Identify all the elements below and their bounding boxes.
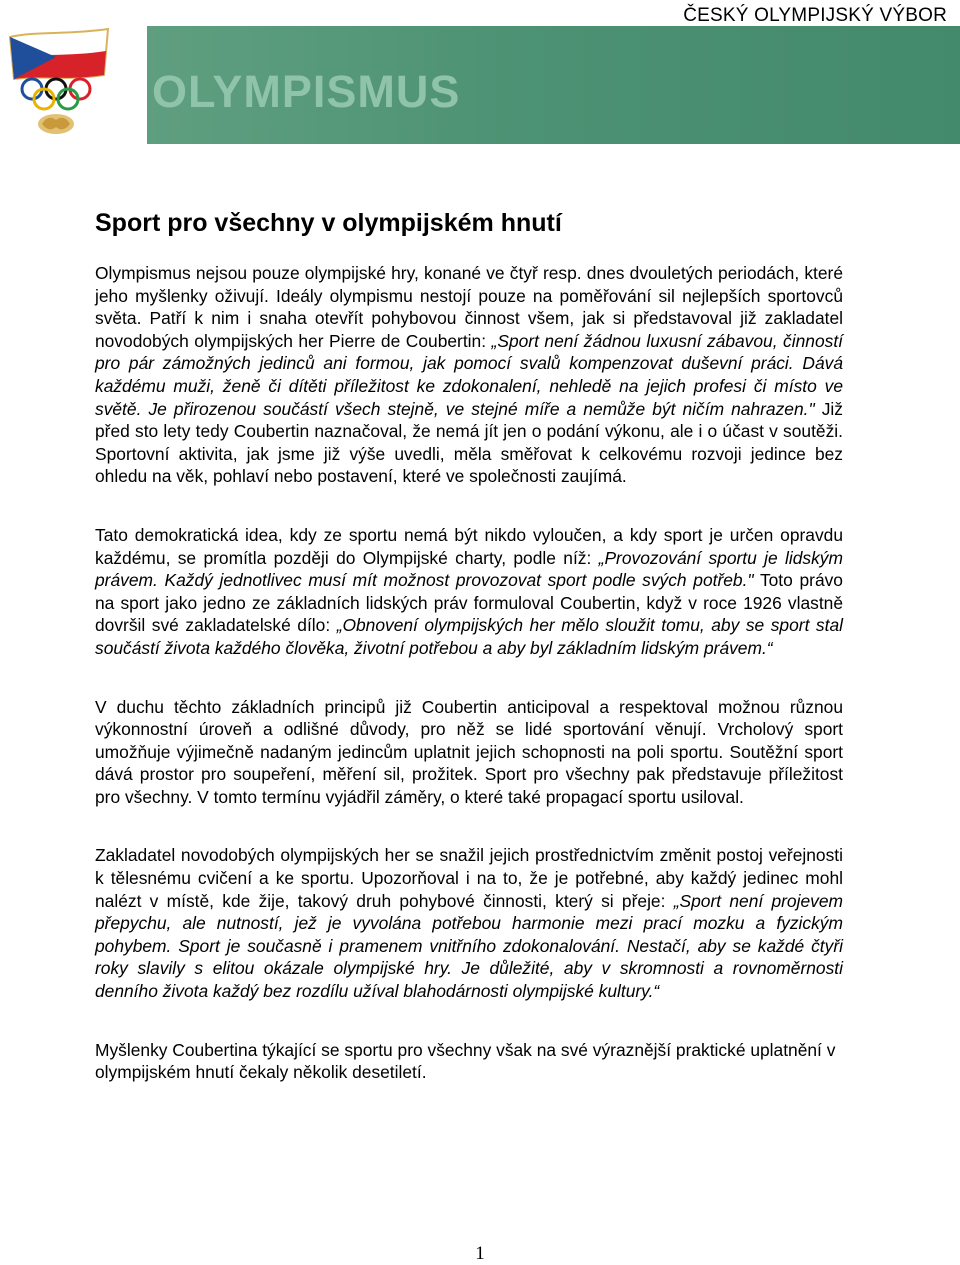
coubertin-quote-2: „Obnovení olympijských her mělo sloužit tomu, aby se sport stal součástí života každého člověka, životní potřebou a aby byl základním lidským právem.“	[95, 615, 843, 658]
paragraph-2-text-mid: Toto právo na sport jako jedno ze základních lidských práv formuloval Coubertin, když v roce 1926 vlastně dovršil své zakladatelské dílo:	[95, 570, 843, 636]
olympic-charter-quote: „Provozování sportu je lidským právem. Každý jednotlivec musí mít možnost provozovat sport podle svých potřeb."	[95, 547, 843, 591]
paragraph-3: V duchu těchto základních principů již Coubertin anticipoval a respektoval možnou různou výkonnostní úroveň a odlišné důvody, pro něž se lidé sportování věnují. Vrcholový sport umožňuje výjimečně nadaným jedincům uplatnit jejich schopnosti na poli sportu. Soutěžní sport dává prostor pro soupeření, měření sil, prožitek. Sport pro všechny pak představuje příležitost pro všechny. V tomto termínu vyjádřil záměry, o které také propagací sportu usiloval.	[95, 696, 843, 807]
paragraph-5: Myšlenky Coubertina týkající se sportu pro všechny však na své výraznější praktické uplatnění v olympijském hnutí čekaly několik desetiletí.	[95, 1039, 836, 1083]
paragraph-4-text: Zakladatel novodobých olympijských her se snažil jejich prostřednictvím změnit postoj veřejnosti k tělesnému cvičení a ke sportu. Upozorňoval i na to, že je potřebné, aby každý jedinec mohl nalézt v místě, kde žije, takový druh pohybové činnosti, který si přeje:	[95, 845, 843, 911]
banner-title: OLYMPISMUS	[152, 66, 461, 117]
paragraph-1-text: Olympismus nejsou pouze olympijské hry, konané ve čtyř resp. dnes dvouletých periodách, které jeho myšlenky oživují. Ideály olympismu nestojí pouze na poměřování sil nejlepších sportovců světa. Patří k nim i snaha otevřít pohybovou činnost všem, jak si představoval již zakladatel novodobých olympijských her Pierre de Coubertin:	[95, 263, 843, 351]
document-body	[95, 262, 843, 1084]
coubertin-quote-1: „Sport není žádnou luxusní zábavou, činností pro pár zámožných jedinců ani formou, jak pomocí svalů kompenzovat duševní práci. Dává každému muži, ženě či dítěti příležitost ke zdokonalení, nehledě na jejich profesi či místo ve světě. Je přirozenou součástí všech stejně, ve stejné míře a nemůže být ničím nahrazen."	[95, 330, 843, 419]
page-title: Sport pro všechny v olympijském hnutí	[95, 209, 562, 237]
laurel-emblem-icon	[38, 114, 74, 134]
paragraph-2-text: Tato demokratická idea, kdy ze sportu nemá být nikdo vyloučen, a kdy sport je určen opravdu každému, se promítla později do Olympijské charty, podle níž:	[95, 524, 843, 568]
header-banner	[147, 26, 960, 144]
coubertin-quote-3: „Sport není projevem přepychu, ale nutností, jež je vyvolána potřebou harmonie mezi prací mozku a fyzickým pohybem. Sport je současně i pramenem vnitřního zdokonalování. Nestačí, aby se každé čtyři roky slavily s elitou okázale olympijské hry. Je důležité, aby v skromnosti a rovnoměrnosti denního života každý bez rozdílu užíval blahodárnosti olympijské kultury.“	[95, 890, 843, 1002]
paragraph-4	[95, 844, 843, 1002]
organization-name: ČESKÝ OLYMPIJSKÝ VÝBOR	[683, 5, 947, 26]
logo-graphic	[6, 27, 112, 139]
czech-olympic-committee-logo	[6, 27, 112, 139]
paragraph-1	[95, 262, 843, 488]
flag-icon	[10, 29, 108, 79]
paragraph-2	[95, 524, 843, 660]
paragraph-1-text-end: Již před sto lety tedy Coubertin naznačoval, že nemá jít jen o podání výkonu, ale i o účast v soutěži. Sportovní aktivita, jak jsme již výše uvedli, měla směřovat k celkovému rozvoji jedince bez ohledu na věk, pohlaví nebo postavení, které ve společnosti zaujímá.	[95, 398, 843, 487]
page-number: 1	[475, 1243, 485, 1264]
olympic-rings-icon	[22, 79, 90, 109]
